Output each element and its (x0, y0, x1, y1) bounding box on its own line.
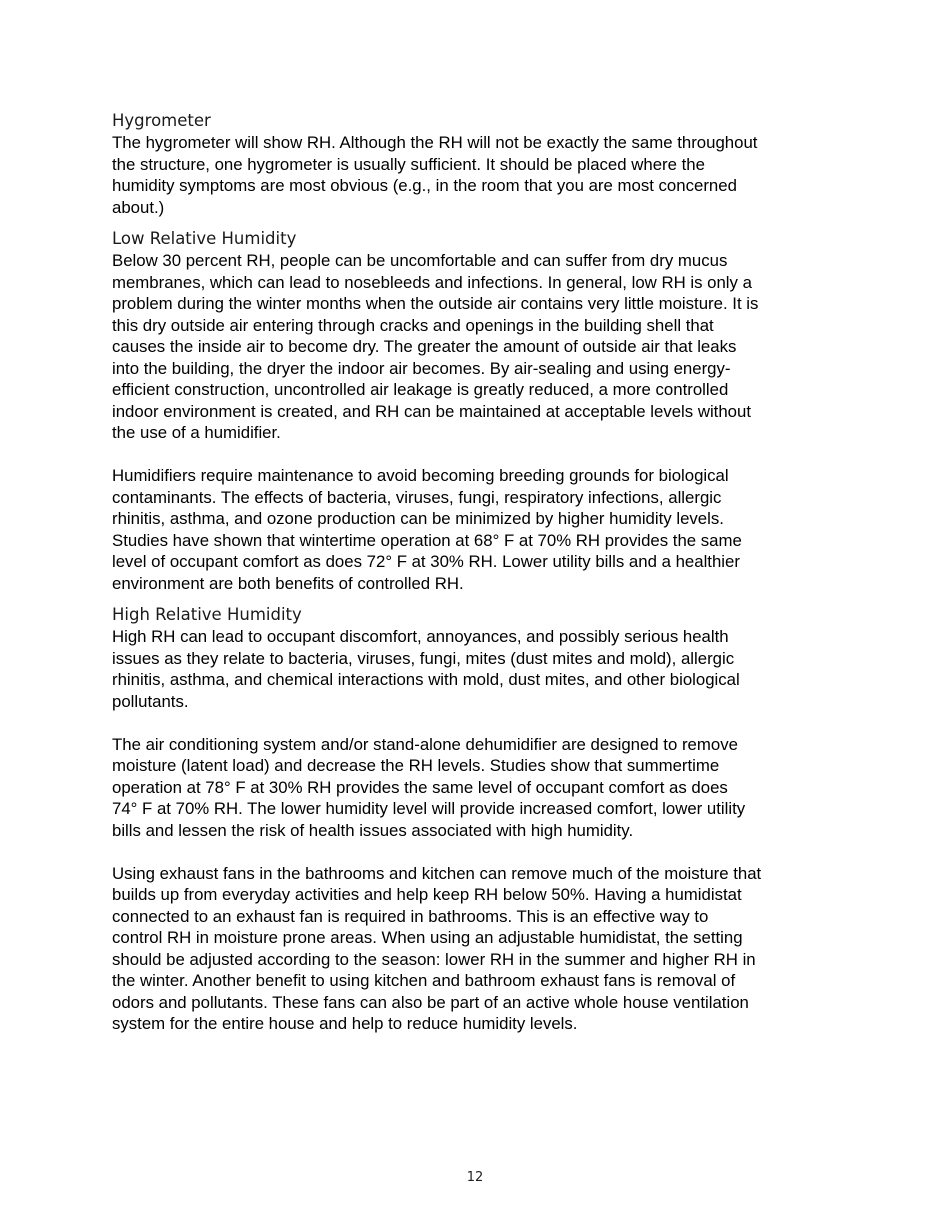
text-line: The hygrometer will show RH. Although the RH will not be exactly the same throughout (112, 133, 758, 152)
text-line: pollutants. (112, 691, 189, 711)
text-line: this dry outside air entering through cracks and openings in the building shell that (112, 315, 714, 335)
text-line: about.) (112, 197, 165, 217)
text-line: Using exhaust fans in the bathrooms and kitchen can remove much of the moisture that (112, 863, 762, 883)
page-number: 12 (466, 1170, 484, 1185)
text-line: contaminants. The effects of bacteria, viruses, fungi, respiratory infections, allergic (112, 487, 722, 507)
text-line: rhinitis, asthma, and ozone production can be minimized by higher humidity levels. (112, 509, 724, 528)
text-line: efficient construction, uncontrolled air leakage is greatly reduced, a more controlled (112, 380, 729, 399)
text-line: rhinitis, asthma, and chemical interactions with mold, dust mites, and other biological (112, 670, 740, 689)
text-line: issues as they relate to bacteria, viruses, fungi, mites (dust mites and mold), allergic (112, 648, 735, 668)
text-line: indoor environment is created, and RH can be maintained at acceptable levels without (112, 401, 751, 421)
text-line: causes the inside air to become dry. The greater the amount of outside air that leaks (112, 337, 737, 356)
text-line: Studies have shown that wintertime operation at 68° F at 70% RH provides the same (112, 530, 742, 550)
text-line: connected to an exhaust fan is required in bathrooms. This is an effective way to (112, 906, 709, 926)
document-page (112, 110, 842, 1035)
section-gap (112, 218, 842, 228)
paragraph (112, 863, 842, 1035)
text-line: problem during the winter months when the outside air contains very little moisture. It is (112, 294, 759, 313)
paragraph (112, 250, 842, 444)
text-line: Humidifiers require maintenance to avoid becoming breeding grounds for biological (112, 466, 729, 485)
text-line: level of occupant comfort as does 72° F at 30% RH. Lower utility bills and a healthier (112, 552, 740, 571)
text-line: bills and lessen the risk of health issues associated with high humidity. (112, 820, 634, 840)
text-line: moisture (latent load) and decrease the RH levels. Studies show that summertime (112, 756, 720, 775)
section-gap (112, 594, 842, 604)
text-line: humidity symptoms are most obvious (e.g., in the room that you are most concerned (112, 176, 737, 195)
text-line: High RH can lead to occupant discomfort, annoyances, and possibly serious health (112, 627, 729, 646)
paragraph (112, 734, 842, 842)
section-heading: High Relative Humidity (112, 605, 302, 624)
section-heading: Hygrometer (112, 111, 211, 130)
paragraph (112, 132, 842, 218)
text-line: environment are both benefits of controlled RH. (112, 573, 464, 593)
text-line: membranes, which can lead to nosebleeds and infections. In general, low RH is only a (112, 272, 752, 292)
paragraph-gap (112, 712, 842, 734)
text-line: the winter. Another benefit to using kitchen and bathroom exhaust fans is removal of (112, 971, 736, 990)
text-line: system for the entire house and help to reduce humidity levels. (112, 1014, 578, 1033)
text-line: the use of a humidifier. (112, 423, 281, 442)
text-line: control RH in moisture prone areas. When using an adjustable humidistat, the setting (112, 928, 743, 947)
section-heading: Low Relative Humidity (112, 229, 297, 248)
text-line: The air conditioning system and/or stand-alone dehumidifier are designed to remove (112, 734, 738, 754)
text-line: into the building, the dryer the indoor air becomes. By air-sealing and using energy- (112, 358, 731, 378)
paragraph (112, 465, 842, 594)
text-line: Below 30 percent RH, people can be uncomfortable and can suffer from dry mucus (112, 251, 728, 270)
text-line: builds up from everyday activities and help keep RH below 50%. Having a humidistat (112, 885, 742, 904)
paragraph-gap (112, 841, 842, 863)
text-line: should be adjusted according to the season: lower RH in the summer and higher RH in (112, 949, 756, 969)
text-line: the structure, one hygrometer is usually sufficient. It should be placed where the (112, 154, 705, 174)
paragraph-gap (112, 444, 842, 466)
text-line: operation at 78° F at 30% RH provides the same level of occupant comfort as does (112, 777, 728, 797)
text-line: 74° F at 70% RH. The lower humidity level will provide increased comfort, lower utility (112, 799, 746, 818)
paragraph (112, 626, 842, 712)
text-line: odors and pollutants. These fans can also be part of an active whole house ventilation (112, 992, 749, 1012)
